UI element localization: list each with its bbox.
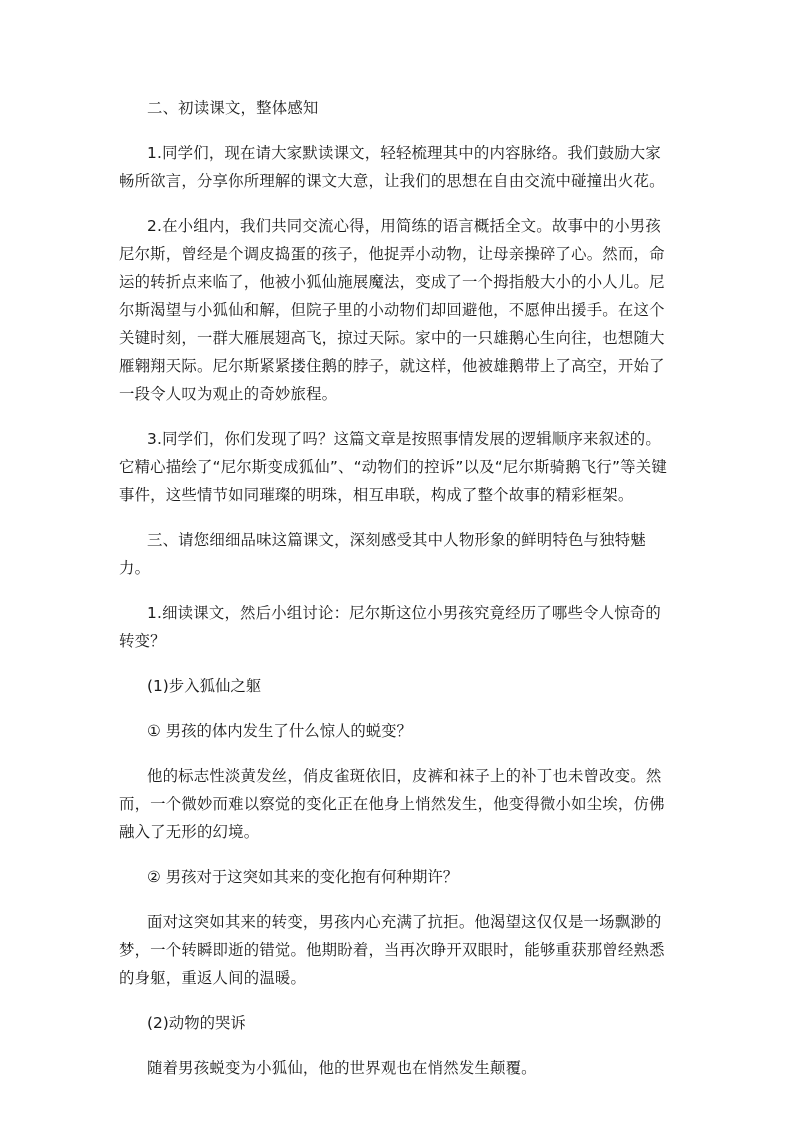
paragraph-final: 随着男孩蜕变为小狐仙，他的世界观也在悄然发生颠覆。 bbox=[147, 1059, 537, 1077]
question-1: ① 男孩的体内发生了什么惊人的蜕变？ bbox=[147, 722, 412, 740]
subheading-fox-body: (1)步入狐仙之躯 bbox=[147, 677, 262, 695]
subheading-animals: (2)动物的哭诉 bbox=[147, 1014, 246, 1032]
document-body bbox=[119, 94, 667, 1099]
section-heading-3: 三、请您细细品味这篇课文，深刻感受其中人物形象的鲜明特色与独特魅力。 bbox=[119, 531, 646, 577]
paragraph-task-3: 3.同学们，你们发现了吗？这篇文章是按照事情发展的逻辑顺序来叙述的。它精心描绘了“尼尔斯变成狐仙”、“动物们的控诉”以及“尼尔斯骑鹅飞行”等关键事件，这些情节如同璀璨的明珠，相互串联，构成了整个故事的精彩框架。 bbox=[119, 430, 667, 504]
paragraph-task-2: 2.在小组内，我们共同交流心得，用简练的语言概括全文。故事中的小男孩尼尔斯，曾经是个调皮捣蛋的孩子，他捉弄小动物，让母亲操碎了心。然而，命运的转折点来临了，他被小狐仙施展魔法，变成了一个拇指般大小的小人儿。尼尔斯渴望与小狐仙和解，但院子里的小动物们却回避他，不愿伸出援手。在这个关键时刻，一群大雁展翅高飞，掠过天际。家中的一只雄鹅心生向往，也想随大雁翱翔天际。尼尔斯紧紧搂住鹅的脖子，就这样，他被雄鹅带上了高空，开始了一段令人叹为观止的奇妙旅程。 bbox=[119, 217, 665, 403]
paragraph-task-1: 1.同学们，现在请大家默读课文，轻轻梳理其中的内容脉络。我们鼓励大家畅所欲言，分享你所理解的课文大意，让我们的思想在自由交流中碰撞出火花。 bbox=[119, 144, 665, 190]
question-2: ② 男孩对于这突如其来的变化抱有何种期许？ bbox=[147, 868, 459, 886]
section-heading-2: 二、初读课文，整体感知 bbox=[147, 99, 319, 117]
answer-1: 他的标志性淡黄发丝，俏皮雀斑依旧，皮裤和袜子上的补丁也未曾改变。然而，一个微妙而难以察觉的变化正在他身上悄然发生，他变得微小如尘埃，仿佛融入了无形的幻境。 bbox=[119, 767, 665, 841]
answer-2: 面对这突如其来的转变，男孩内心充满了抗拒。他渴望这仅仅是一场飘渺的梦，一个转瞬即逝的错觉。他期盼着，当再次睁开双眼时，能够重获那曾经熟悉的身躯，重返人间的温暖。 bbox=[119, 913, 665, 987]
paragraph-discussion-question: 1.细读课文，然后小组讨论：尼尔斯这位小男孩究竟经历了哪些令人惊奇的转变？ bbox=[119, 604, 661, 650]
